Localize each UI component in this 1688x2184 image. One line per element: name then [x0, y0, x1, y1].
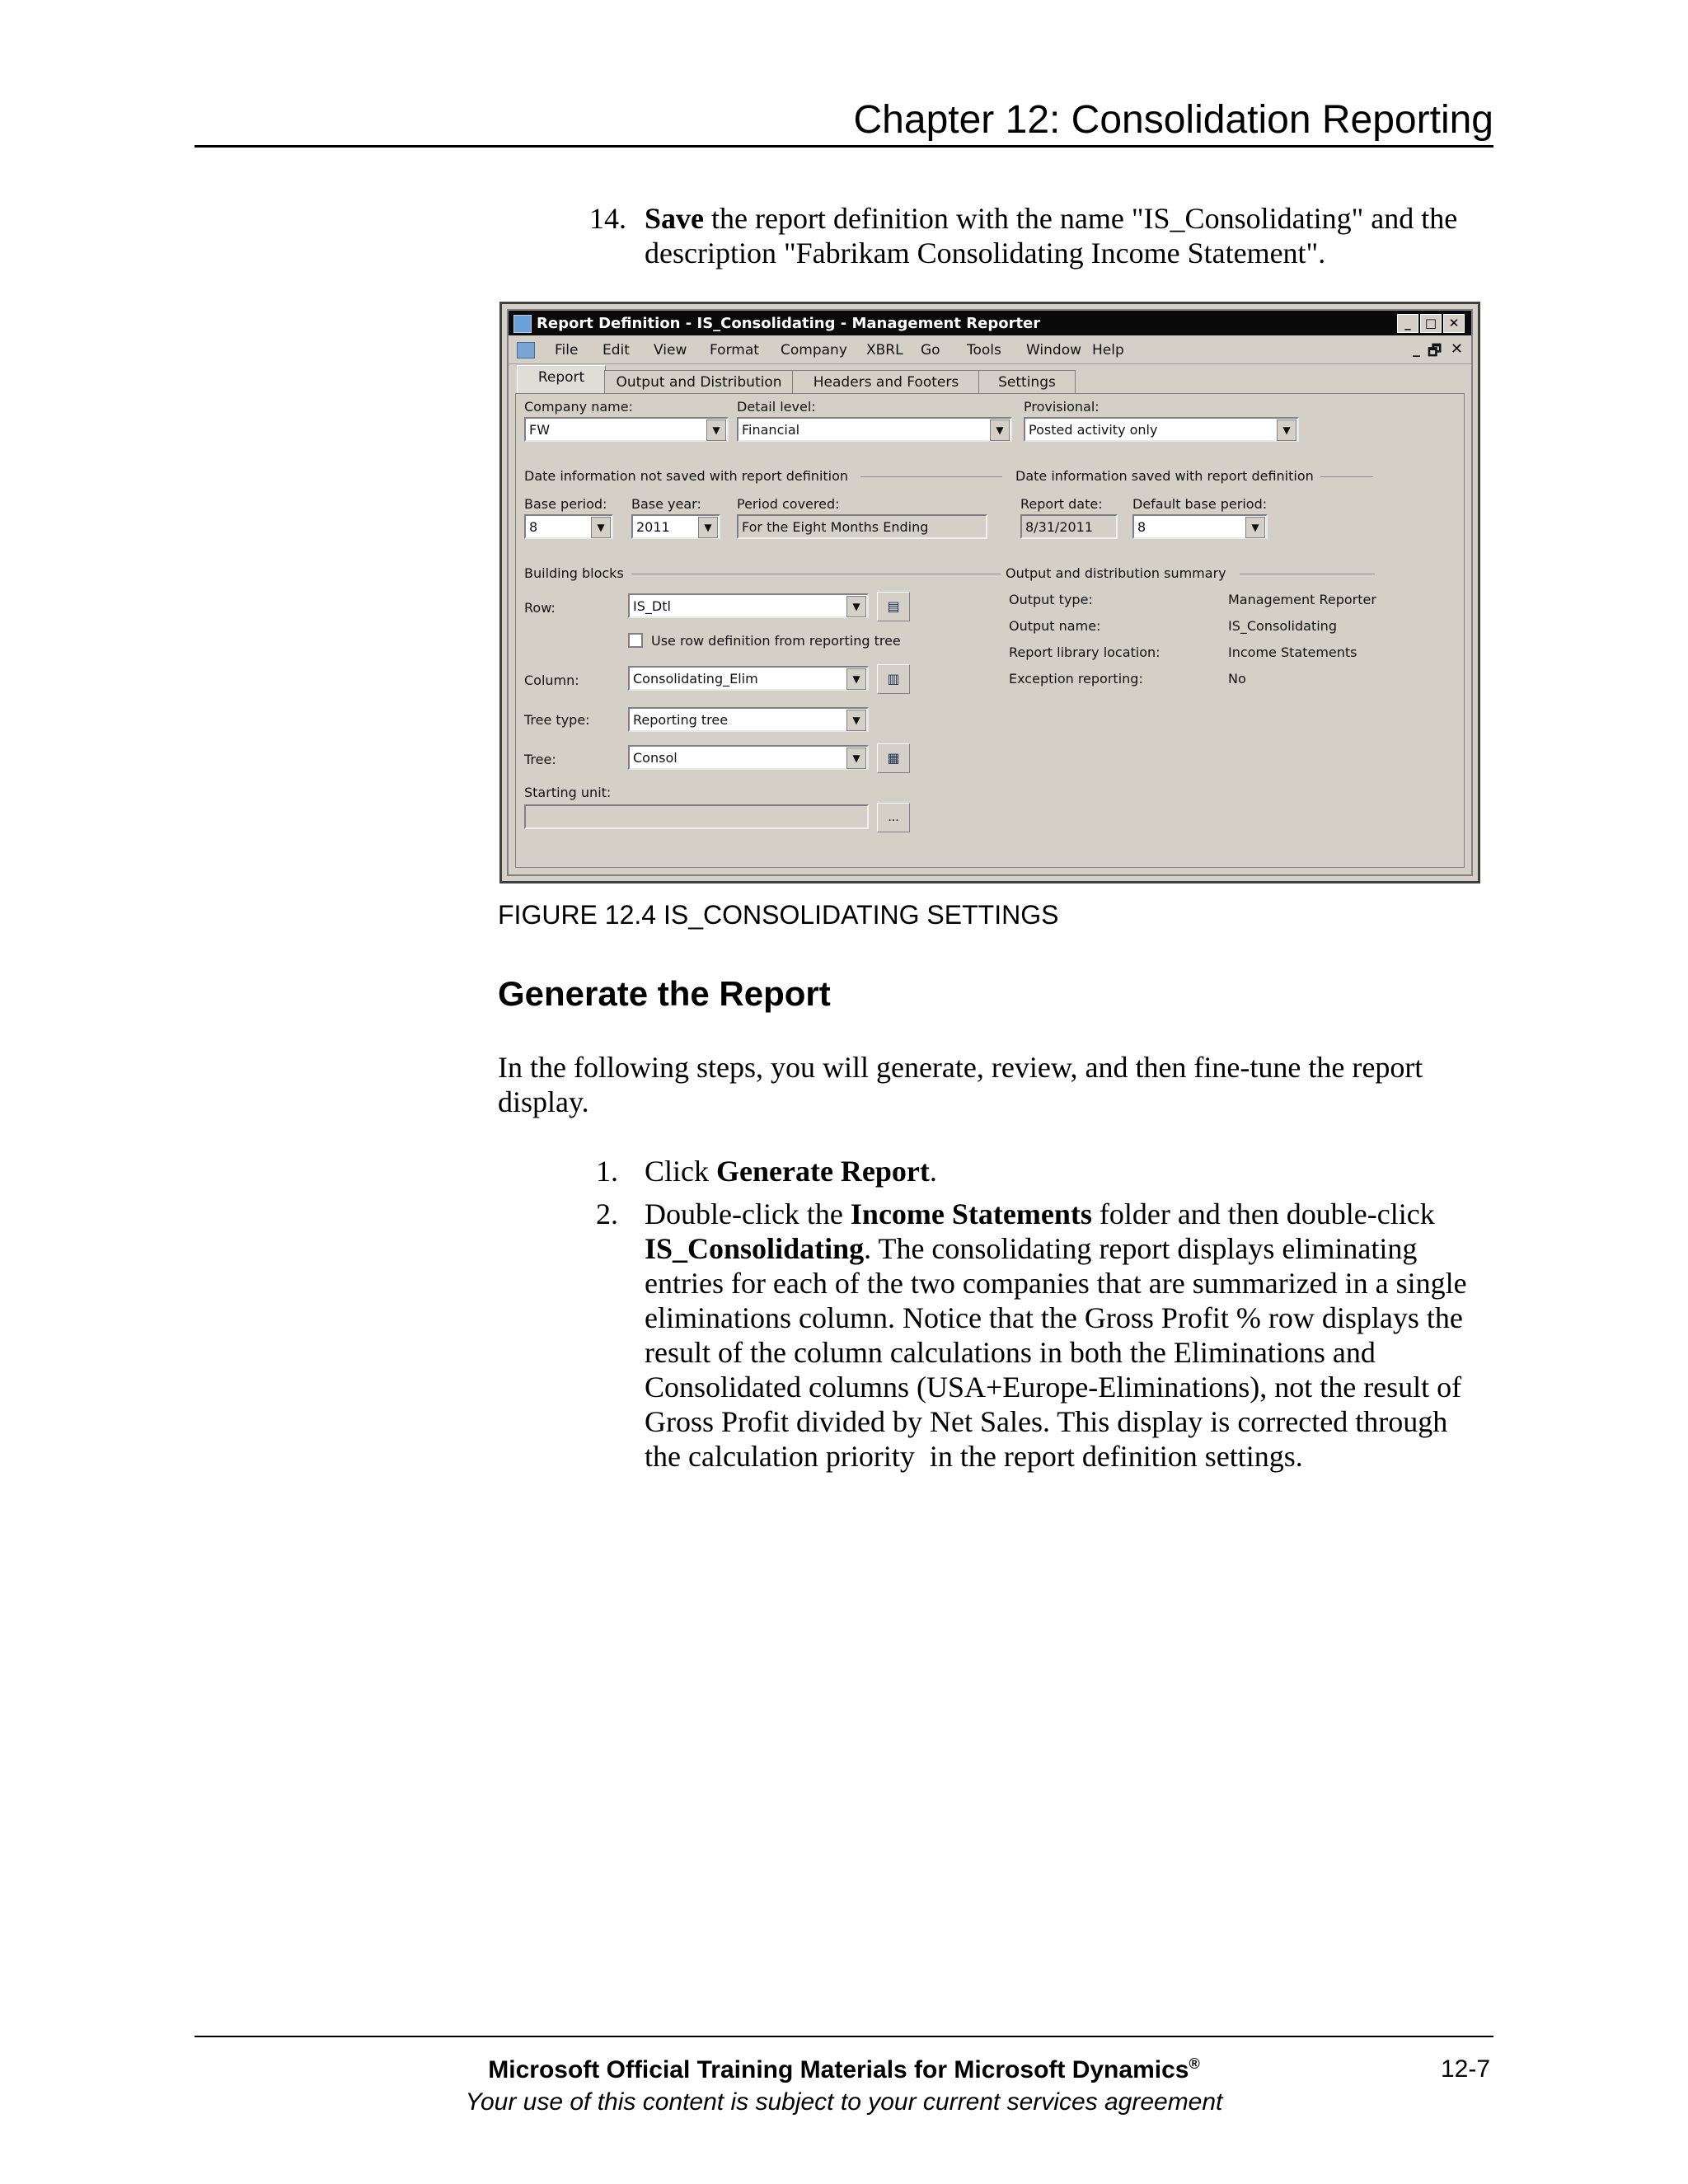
step-2-line4: eliminations column. Notice that the Gross Profit % row displays the [645, 1301, 1463, 1334]
chevron-down-icon[interactable]: ▼ [698, 517, 718, 538]
exception-reporting-label: Exception reporting: [1009, 671, 1143, 687]
menu-edit[interactable]: Edit [603, 342, 630, 359]
report-tab-panel [515, 393, 1465, 868]
tree-type-value: Reporting tree [633, 712, 729, 728]
page-number: 12-7 [1441, 2055, 1491, 2083]
starting-unit-label: Starting unit: [524, 785, 612, 800]
menu-bar [509, 335, 1471, 364]
step-2-bold1: Income Statements [850, 1197, 1092, 1230]
date-not-saved-group: Date information not saved with report definition [524, 468, 849, 484]
chevron-down-icon[interactable]: ▼ [706, 419, 726, 441]
report-library-location-value: Income Statements [1228, 644, 1357, 660]
building-blocks-group: Building blocks [524, 565, 624, 581]
report-definition-window [507, 309, 1473, 876]
mdi-minimize-icon[interactable]: _ [1413, 340, 1420, 358]
step-2-line3: entries for each of the two companies that are summarized in a single [645, 1267, 1467, 1300]
step-1-number: 1. [596, 1155, 618, 1188]
company-name-label: Company name: [524, 399, 633, 415]
menu-tools[interactable]: Tools [967, 342, 1001, 359]
step-2-line1 [645, 1197, 1435, 1231]
chevron-down-icon[interactable]: ▼ [1245, 517, 1265, 538]
default-base-period-combo[interactable] [1132, 514, 1268, 539]
app-icon [513, 315, 532, 333]
figure-caption: FIGURE 12.4 IS_CONSOLIDATING SETTINGS [498, 900, 1059, 930]
registered-mark: ® [1189, 2055, 1200, 2072]
provisional-combo[interactable] [1024, 417, 1299, 442]
default-base-period-label: Default base period: [1132, 496, 1268, 512]
step-1-post: . [929, 1155, 937, 1188]
tab-headers-and-footers[interactable]: Headers and Footers [792, 370, 980, 394]
output-type-label: Output type: [1009, 592, 1093, 607]
row-definition-icon[interactable]: ▤ [877, 592, 910, 621]
company-name-combo[interactable] [524, 417, 729, 442]
menu-help[interactable]: Help [1092, 342, 1124, 359]
maximize-icon[interactable]: □ [1420, 314, 1442, 333]
starting-unit-field[interactable] [524, 804, 869, 829]
window-title: Report Definition - IS_Consolidating - Management Reporter [537, 315, 1041, 332]
output-name-value: IS_Consolidating [1228, 618, 1337, 634]
output-type-value: Management Reporter [1228, 592, 1376, 607]
chevron-down-icon[interactable]: ▼ [846, 710, 866, 731]
minimize-icon[interactable]: _ [1397, 314, 1418, 333]
chevron-down-icon[interactable]: ▼ [846, 596, 866, 617]
report-date-field[interactable] [1020, 514, 1118, 539]
row-combo[interactable] [628, 593, 869, 618]
output-name-label: Output name: [1009, 618, 1101, 634]
chevron-down-icon[interactable]: ▼ [846, 748, 866, 769]
row-label: Row: [524, 600, 556, 616]
tab-output-and-distribution[interactable]: Output and Distribution [604, 370, 794, 394]
chevron-down-icon[interactable]: ▼ [1277, 419, 1296, 441]
use-row-definition-label: Use row definition from reporting tree [651, 633, 901, 649]
step-2-mid: folder and then double-click [1091, 1197, 1435, 1230]
provisional-label: Provisional: [1024, 399, 1100, 415]
mdi-restore-icon[interactable]: 🗗 [1428, 342, 1442, 359]
footer-notice: Your use of this content is subject to your current services agreement [465, 2088, 1223, 2116]
date-saved-group: Date information saved with report definition [1015, 468, 1314, 484]
tab-settings[interactable]: Settings [978, 370, 1076, 394]
step-14-text: the report definition with the name "IS_Consolidating" and the [704, 202, 1458, 235]
step-14-line2: description "Fabrikam Consolidating Income Statement". [645, 237, 1326, 269]
tab-strip [509, 365, 1471, 393]
menu-file[interactable]: File [555, 342, 579, 359]
step-14-bold: Save [645, 202, 704, 235]
use-row-definition-checkbox[interactable] [628, 633, 643, 648]
step-2-bold2: IS_Consolidating [645, 1232, 865, 1265]
base-year-value: 2011 [636, 519, 670, 535]
menu-window[interactable]: Window [1026, 342, 1082, 359]
group-divider [1320, 476, 1373, 477]
report-date-label: Report date: [1020, 496, 1103, 512]
intro-line2: display. [498, 1085, 589, 1118]
chevron-down-icon[interactable]: ▼ [591, 517, 611, 538]
step-1-bold: Generate Report [716, 1155, 930, 1188]
tree-type-combo[interactable] [628, 707, 869, 732]
mdi-close-icon[interactable]: ✕ [1450, 340, 1463, 358]
step-1-pre: Click [645, 1155, 716, 1188]
window-titlebar [509, 311, 1471, 335]
base-year-combo[interactable] [631, 514, 720, 539]
period-covered-label: Period covered: [737, 496, 840, 512]
step-2-line5: result of the column calculations in both the Eliminations and [645, 1336, 1376, 1369]
header-rule [195, 145, 1493, 148]
row-value: IS_Dtl [633, 598, 671, 614]
footer-title-text: Microsoft Official Training Materials for Microsoft Dynamics [488, 2056, 1189, 2083]
tree-combo[interactable] [628, 745, 869, 770]
menu-go[interactable]: Go [921, 342, 940, 359]
chevron-down-icon[interactable]: ▼ [846, 668, 866, 690]
document-icon [517, 342, 535, 359]
chevron-down-icon[interactable]: ▼ [990, 419, 1010, 441]
step-2-line2 [645, 1231, 1417, 1266]
column-combo[interactable] [628, 666, 869, 691]
default-base-period-value: 8 [1137, 519, 1146, 535]
menu-view[interactable]: View [654, 342, 687, 359]
detail-level-value: Financial [742, 422, 800, 438]
footer-title [0, 2055, 1688, 2084]
step-2-pre: Double-click the [645, 1197, 851, 1230]
menu-company[interactable]: Company [781, 342, 847, 359]
step-2-line7: Gross Profit divided by Net Sales. This display is corrected through [645, 1405, 1448, 1438]
company-name-value: FW [529, 422, 551, 438]
step-2-number: 2. [596, 1197, 618, 1230]
menu-format[interactable]: Format [710, 342, 759, 359]
close-icon[interactable]: ✕ [1443, 314, 1465, 333]
step-14-line1 [645, 201, 1457, 236]
report-date-value: 8/31/2011 [1025, 519, 1094, 535]
period-covered-field [737, 514, 987, 539]
step-2-line8: the calculation priority in the report definition settings. [645, 1440, 1303, 1473]
base-period-label: Base period: [524, 496, 607, 512]
reporting-tree-icon[interactable]: ▦ [877, 743, 910, 773]
base-period-value: 8 [529, 519, 538, 535]
base-period-combo[interactable] [524, 514, 613, 539]
column-definition-icon[interactable]: ▥ [877, 664, 910, 694]
browse-button[interactable]: ... [877, 803, 910, 832]
step-2-line6: Consolidated columns (USA+Europe-Eliminations), not the result of [645, 1371, 1462, 1404]
tree-value: Consol [633, 750, 678, 766]
provisional-value: Posted activity only [1029, 422, 1158, 438]
tree-type-label: Tree type: [524, 712, 590, 728]
report-library-location-label: Report library location: [1009, 644, 1160, 660]
column-value: Consolidating_Elim [633, 671, 758, 687]
step-1-text [645, 1154, 937, 1188]
tree-label: Tree: [524, 752, 556, 767]
footer-rule [195, 2036, 1493, 2037]
group-divider [860, 476, 1002, 477]
detail-level-label: Detail level: [737, 399, 816, 415]
tab-report[interactable]: Report [517, 365, 606, 394]
column-label: Column: [524, 673, 579, 688]
detail-level-combo[interactable] [737, 417, 1012, 442]
chapter-title: Chapter 12: Consolidation Reporting [853, 98, 1493, 142]
step-2-line2-rest: . The consolidating report displays eliminating [864, 1232, 1418, 1265]
exception-reporting-value: No [1228, 671, 1246, 687]
period-covered-value: For the Eight Months Ending [742, 519, 929, 535]
menu-xbrl[interactable]: XBRL [866, 342, 903, 359]
output-summary-group: Output and distribution summary [1006, 565, 1226, 581]
report-definition-screenshot [499, 302, 1480, 883]
section-heading: Generate the Report [498, 974, 831, 1013]
base-year-label: Base year: [631, 496, 701, 512]
intro-line1: In the following steps, you will generate, review, and then fine-tune the report [498, 1051, 1423, 1084]
step-14-number: 14. [589, 202, 626, 235]
